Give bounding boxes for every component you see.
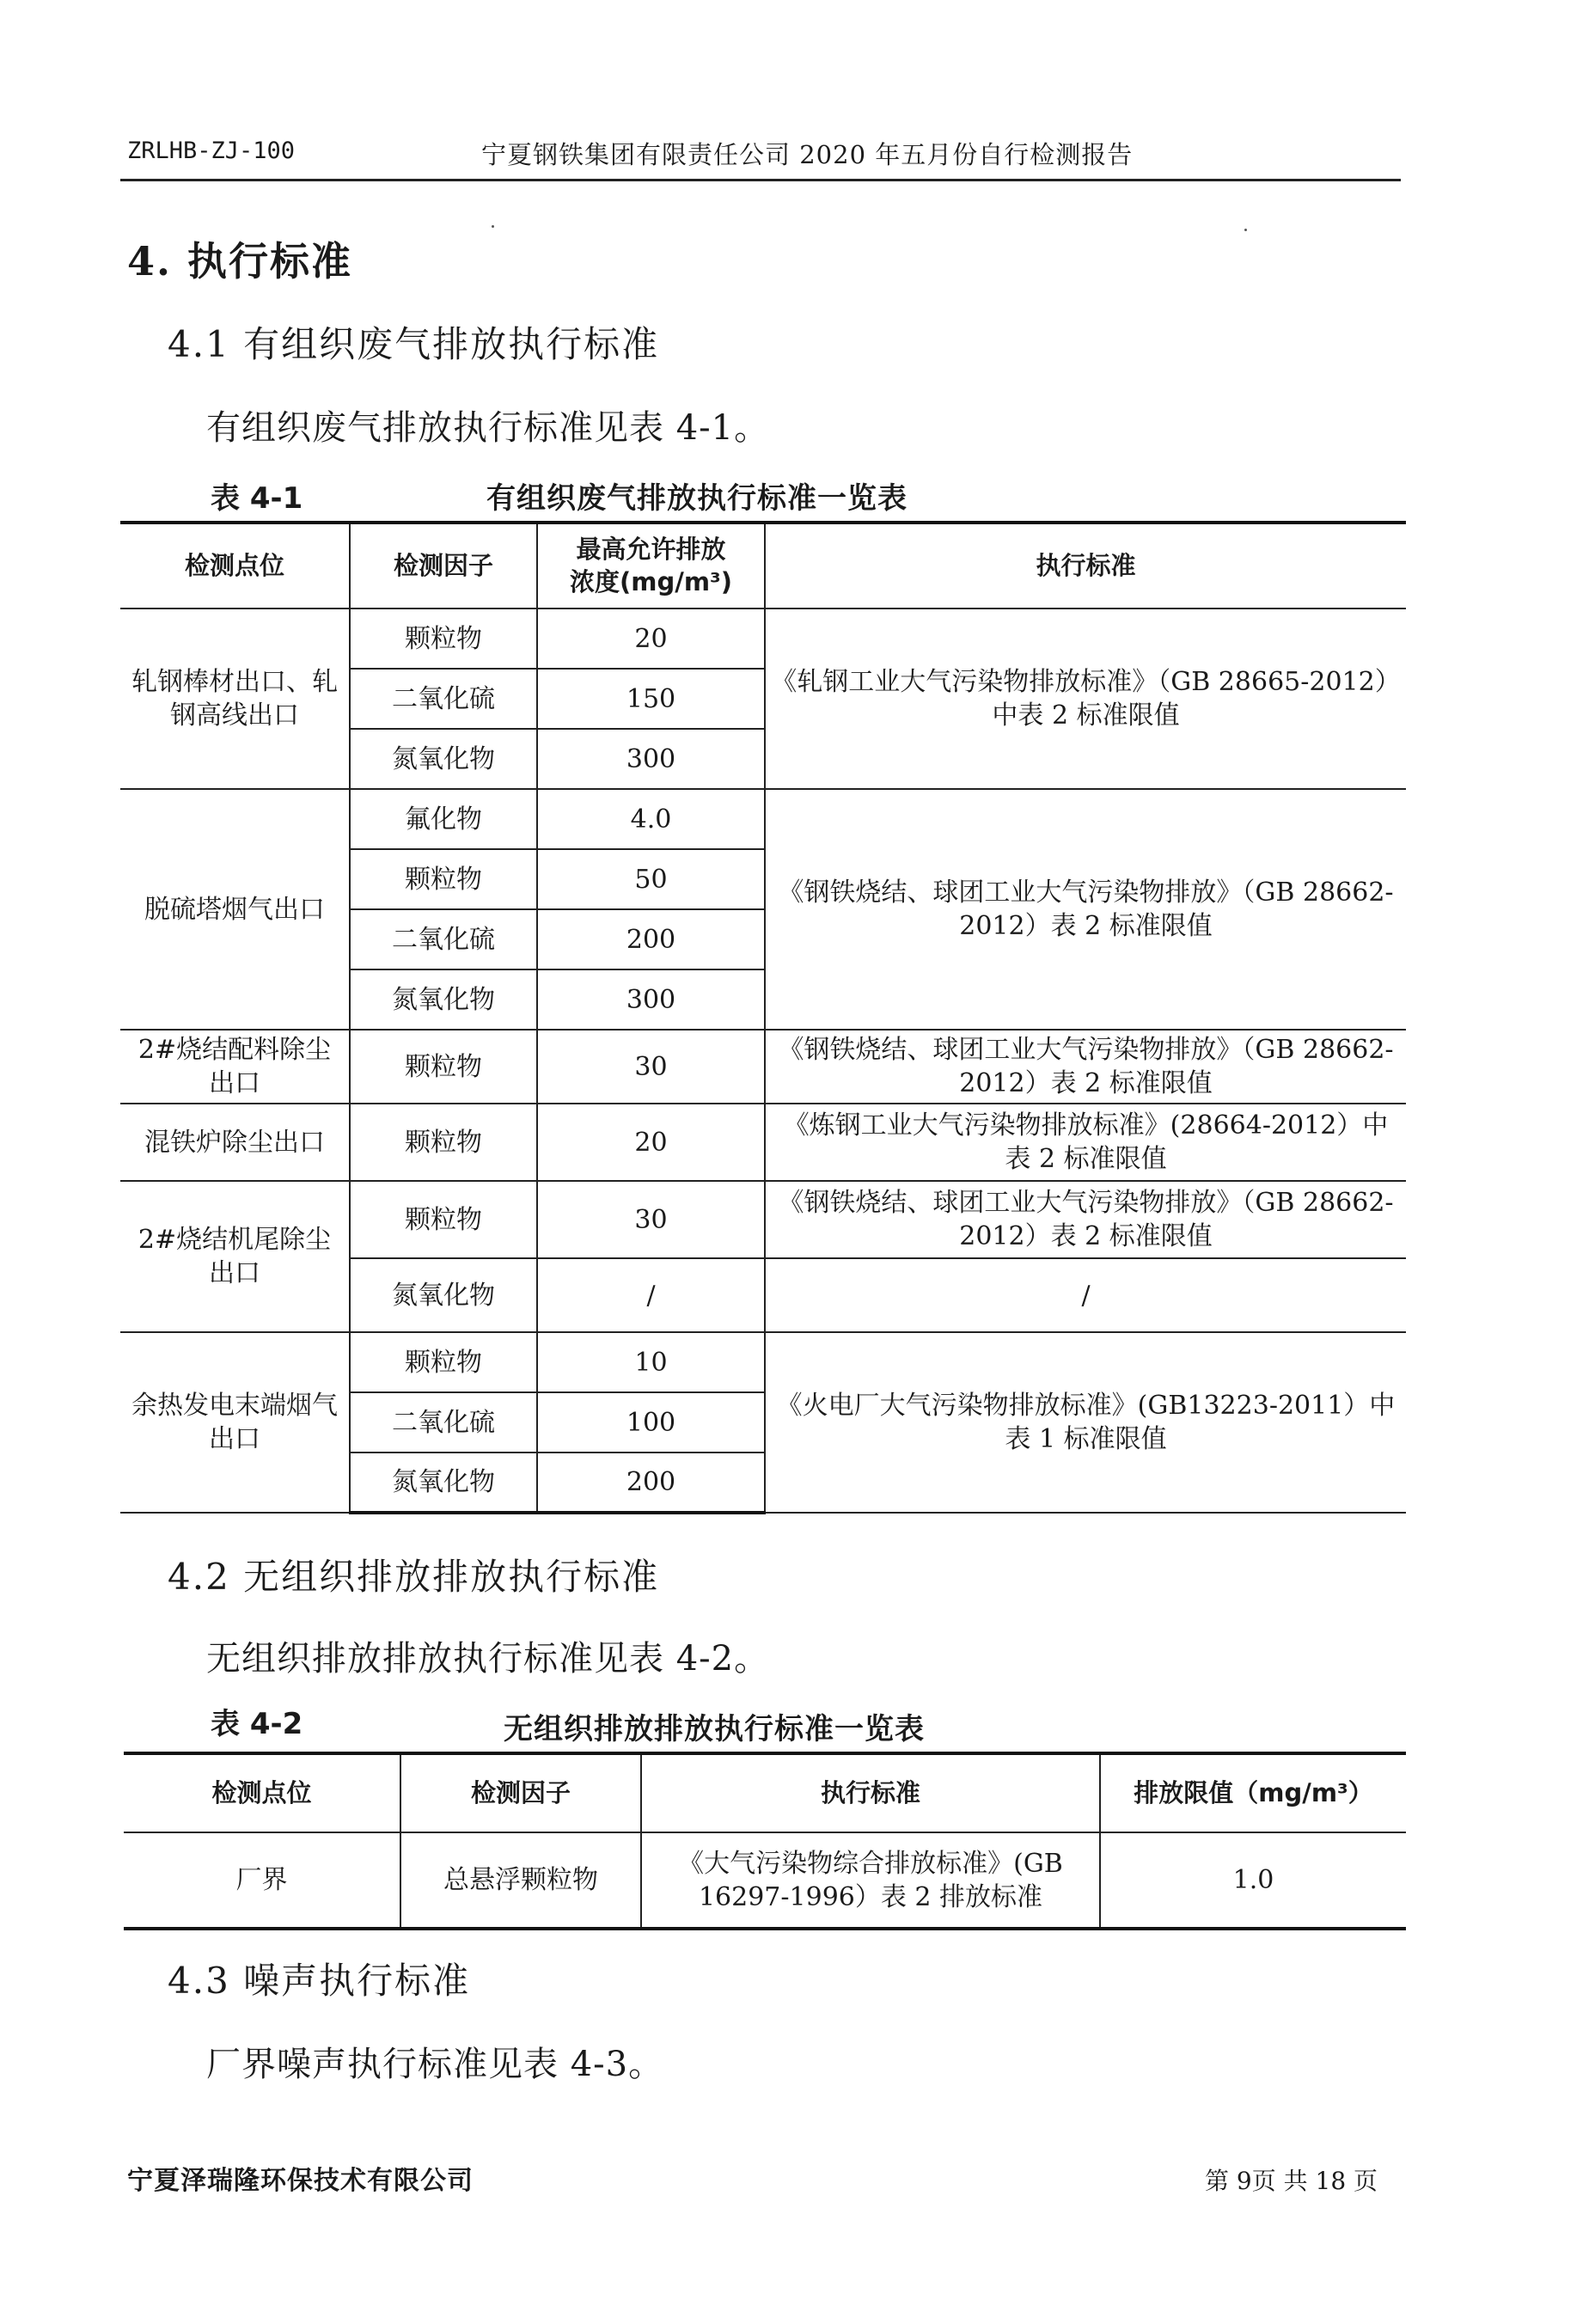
table-title: 有组织废气排放执行标准一览表: [486, 481, 908, 516]
column-header: [537, 523, 765, 609]
column-header: 执行标准: [765, 523, 1406, 609]
monitoring-point-cell: 2#烧结机尾除尘出口: [120, 1181, 350, 1332]
limit-cell: 30: [537, 1030, 765, 1104]
factor-cell: 颗粒物: [350, 1181, 537, 1258]
factor-cell: 颗粒物: [350, 1104, 537, 1181]
factor-cell: 二氧化硫: [350, 1392, 537, 1452]
column-header-line: 浓度(mg/m³): [570, 566, 732, 596]
factor-cell: 氮氧化物: [350, 729, 537, 789]
column-header: 检测因子: [400, 1753, 641, 1832]
limit-cell: 30: [537, 1181, 765, 1258]
limit-cell: 20: [537, 1104, 765, 1181]
scan-speck: [492, 225, 494, 228]
limit-cell: 300: [537, 969, 765, 1030]
limit-cell: 200: [537, 909, 765, 969]
limit-cell: 300: [537, 729, 765, 789]
paragraph-4-3: 厂界噪声执行标准见表 4-3。: [206, 2045, 664, 2084]
table-row: [120, 789, 1406, 849]
column-header: 检测点位: [124, 1753, 400, 1832]
table-row: [120, 609, 1406, 669]
standard-cell: 《火电厂大气污染物排放标准》(GB13223-2011）中表 1 标准限值: [765, 1332, 1406, 1513]
factor-cell: 二氧化硫: [350, 669, 537, 729]
table-header-row: [120, 523, 1406, 609]
limit-cell: 150: [537, 669, 765, 729]
standard-cell: 《轧钢工业大气污染物排放标准》（GB 28665-2012）中表 2 标准限值: [765, 609, 1406, 789]
standard-cell: 《钢铁烧结、球团工业大气污染物排放》（GB 28662-2012）表 2 标准限值: [765, 789, 1406, 1030]
factor-cell: 颗粒物: [350, 849, 537, 909]
standard-cell: 《炼钢工业大气污染物排放标准》(28664-2012）中表 2 标准限值: [765, 1104, 1406, 1181]
factor-cell: 总悬浮颗粒物: [400, 1832, 641, 1929]
column-header-line: 最高允许排放: [576, 534, 726, 564]
subsection-heading-4-2: 4.2 无组织排放排放执行标准: [168, 1556, 660, 1598]
limit-cell: 100: [537, 1392, 765, 1452]
column-header: 检测点位: [120, 523, 350, 609]
table-number: 表 4-2: [211, 1707, 303, 1741]
paragraph-4-2: 无组织排放排放执行标准见表 4-2。: [206, 1639, 770, 1679]
factor-cell: 二氧化硫: [350, 909, 537, 969]
limit-cell: /: [537, 1258, 765, 1332]
standard-cell: /: [765, 1258, 1406, 1332]
subsection-heading-4-3: 4.3 噪声执行标准: [168, 1960, 471, 2002]
monitoring-point-cell: 2#烧结配料除尘出口: [120, 1030, 350, 1104]
fugitive-emission-table: [124, 1752, 1406, 1930]
section-heading: 4. 执行标准: [127, 238, 353, 284]
subsection-heading-4-1: 4.1 有组织废气排放执行标准: [168, 323, 660, 365]
column-header: 检测因子: [350, 523, 537, 609]
paragraph-4-1: 有组织废气排放执行标准见表 4-1。: [206, 408, 770, 448]
column-header: 执行标准: [641, 1753, 1100, 1832]
table-number: 表 4-1: [211, 481, 303, 516]
factor-cell: 氮氧化物: [350, 969, 537, 1030]
table-row: [120, 1104, 1406, 1181]
table-header-row: [124, 1753, 1406, 1832]
document-code: ZRLHB-ZJ-100: [127, 138, 296, 164]
factor-cell: 氟化物: [350, 789, 537, 849]
monitoring-point-cell: 厂界: [124, 1832, 400, 1929]
limit-cell: 200: [537, 1452, 765, 1513]
table-row: [124, 1832, 1406, 1929]
monitoring-point-cell: 轧钢棒材出口、轧钢高线出口: [120, 609, 350, 789]
limit-cell: 50: [537, 849, 765, 909]
header-rule: [120, 179, 1401, 181]
monitoring-point-cell: 脱硫塔烟气出口: [120, 789, 350, 1030]
table-row: [120, 1181, 1406, 1258]
factor-cell: 氮氧化物: [350, 1258, 537, 1332]
table-row: [120, 1030, 1406, 1104]
scan-speck: [1244, 229, 1247, 231]
factor-cell: 颗粒物: [350, 609, 537, 669]
limit-cell: 4.0: [537, 789, 765, 849]
report-title: 宁夏钢铁集团有限责任公司 2020 年五月份自行检测报告: [481, 140, 1134, 169]
factor-cell: 颗粒物: [350, 1332, 537, 1392]
limit-cell: 20: [537, 609, 765, 669]
table-title: 无组织排放排放执行标准一览表: [504, 1712, 925, 1746]
column-header: 排放限值（mg/m³）: [1100, 1753, 1406, 1832]
standard-cell: 《大气污染物综合排放标准》(GB 16297-1996）表 2 排放标准: [641, 1832, 1100, 1929]
monitoring-point-cell: 余热发电末端烟气出口: [120, 1332, 350, 1513]
standard-cell: 《钢铁烧结、球团工业大气污染物排放》（GB 28662-2012）表 2 标准限值: [765, 1030, 1406, 1104]
monitoring-point-cell: 混铁炉除尘出口: [120, 1104, 350, 1181]
limit-cell: 1.0: [1100, 1832, 1406, 1929]
limit-cell: 10: [537, 1332, 765, 1392]
page-number: 第 9页 共 18 页: [1205, 2167, 1378, 2195]
table-row: [120, 1332, 1406, 1392]
standard-cell: 《钢铁烧结、球团工业大气污染物排放》（GB 28662-2012）表 2 标准限值: [765, 1181, 1406, 1258]
emission-standard-table: [120, 521, 1406, 1514]
factor-cell: 颗粒物: [350, 1030, 537, 1104]
factor-cell: 氮氧化物: [350, 1452, 537, 1513]
footer-company: 宁夏泽瑞隆环保技术有限公司: [127, 2166, 474, 2196]
